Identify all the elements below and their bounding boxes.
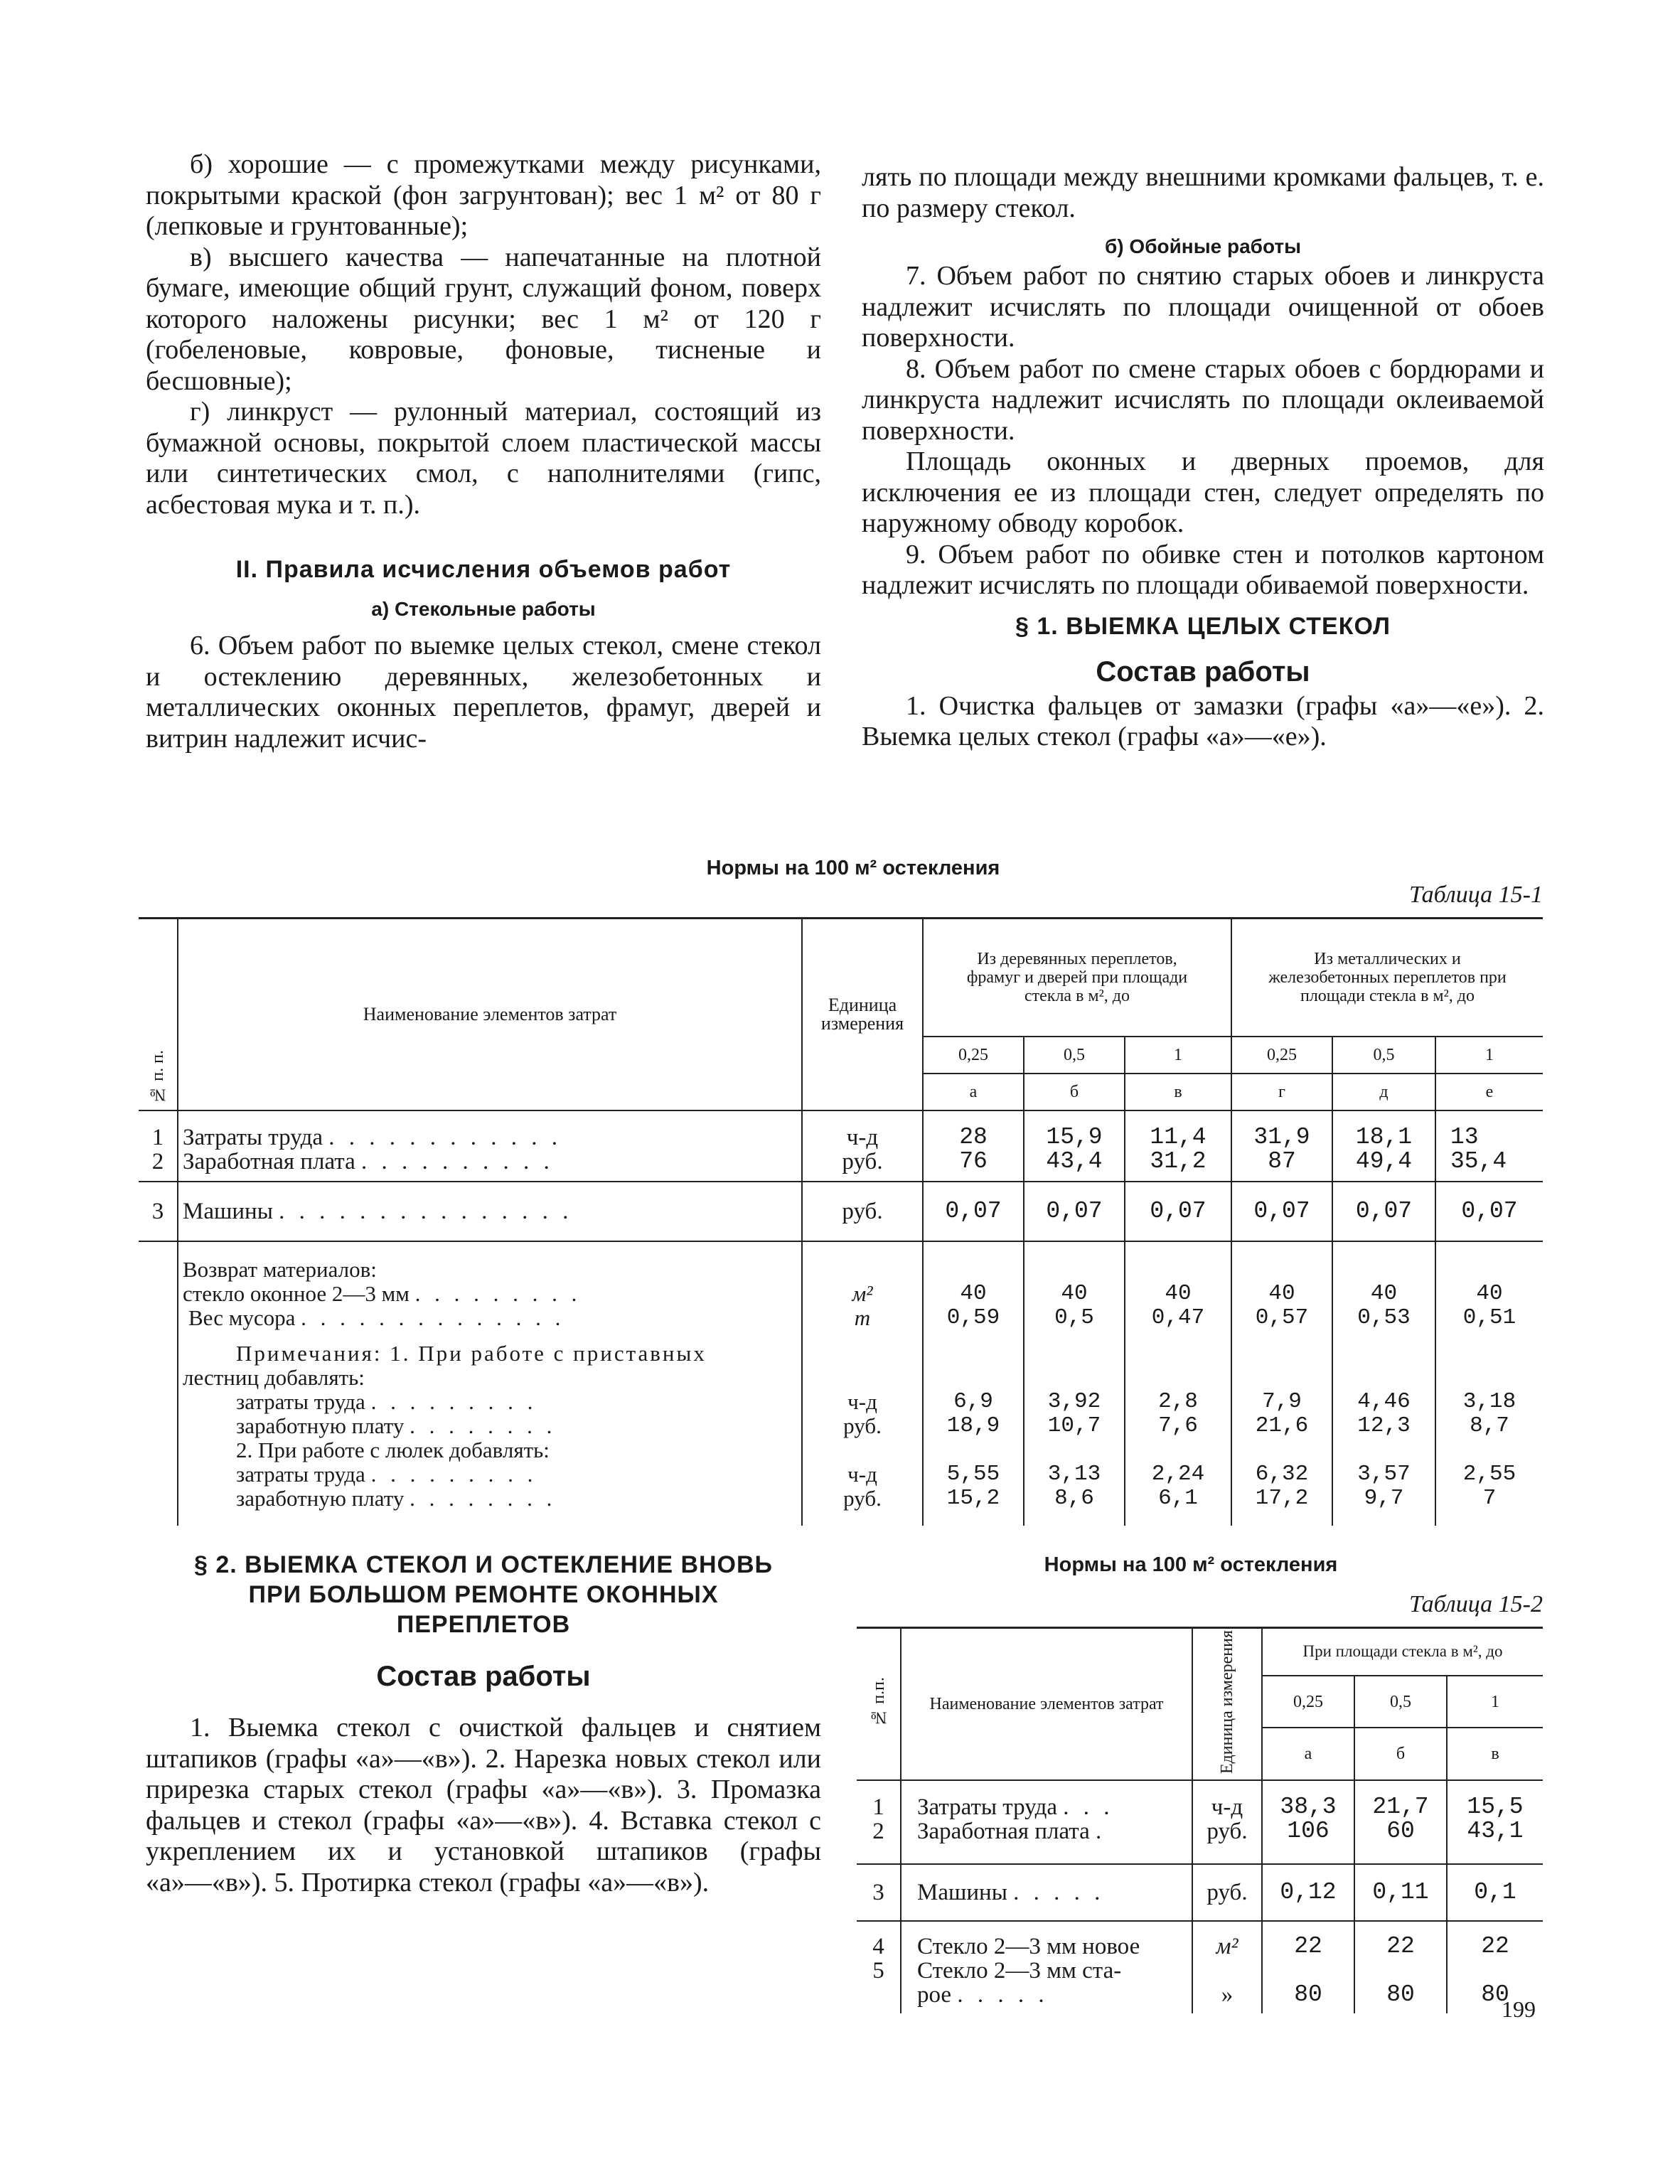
paragraph-7: 7. Объем работ по снятию старых обоев и линкруста надлежит исчислять по площади очищенной от обоев поверхности. (862, 261, 1544, 353)
section2-work-composition-text: 1. Выемка стекол с очисткой фальцев и снятием штапиков (графы «а»—«в»). 2. Нарезка новых стекол или прирезка старых стекол (графы «а»—«в»). 3. Промазка фальцев и стекол (графы «а»—«в»). 4. Вставка стекол с укреплением их и установкой штапиков (графы «а»—«в»). 5. Протирка стекол (графы «а»—«в»). (146, 1713, 821, 1897)
paragraph-9: 9. Объем работ по обивке стен и потолков картоном надлежит исчислять по площади обиваемой поверхности. (862, 539, 1544, 600)
table-15-1 (139, 919, 1543, 1526)
section2-work-composition-heading: Состав работы (376, 1661, 591, 1692)
table1-header-nn: № п. п. (139, 919, 178, 1110)
table-row: 3 Машины . . . . . . . . . . . . . . . руб. 0,07 0,07 0,07 0,07 0,07 0,07 (139, 1182, 1543, 1241)
table-row: Возврат материалов: стекло оконное 2—3 мм . . . . . . . . . Вес мусора . . . . . . . . . . . . . . Примечания: 1. При работе с приставных лестниц добавлять: затраты труда . . . . . . . . . заработную плату . . . . . . . . 2. При работе с люлек добавлять: затраты труда . . . . . . . . . заработную плату . . . . . . . . м² т ч-д руб. ч-д руб. 40 0,59 6,9 18,9 5,55 15,2 40 0,5 3,92 10,7 3,13 8,6 40 0,47 2,8 7,6 2,24 6,1 40 0,57 7,9 21,6 6,32 17,2 40 0,53 4,46 12,3 3,57 9,7 40 0,51 3,18 8,7 2,55 7 (139, 1241, 1543, 1526)
table-row: 1 2 Затраты труда . . . . . . . . . . . . Заработная плата . . . . . . . . . . ч-д руб. 28 76 15,9 43,4 11,4 31,2 31,9 87 18,1 49,4 13 35,4 (139, 1110, 1543, 1182)
table1-col-label: г (1231, 1074, 1332, 1110)
table2-header-nn: № п.п. (857, 1629, 901, 1780)
paragraph-6: 6. Объем работ по выемке целых стекол, смене стекол и остеклению деревянных, железобетонных и металлических оконных переплетов, фрамуг, дверей и витрин надлежит исчис- (146, 631, 821, 754)
paragraph-g: г) линкруст — рулонный материал, состоящий из бумажной основы, покрытой слоем пластической массы или синтетических смол, с наполнителями (гипс, асбестовая мука и т. п.). (146, 397, 821, 520)
table1-label: Таблица 15-1 (1409, 882, 1543, 908)
table2-header-name: Наименование элементов затрат (901, 1629, 1192, 1780)
section2-heading-line3: ПЕРЕПЛЕТОВ (396, 1611, 571, 1638)
table1-area: 0,5 (1332, 1037, 1435, 1074)
table2-col-label: в (1447, 1728, 1543, 1780)
table-row: 1 2 Затраты труда . . . Заработная плата . ч-д руб. 38,3 106 21,7 60 15,5 43,1 (857, 1780, 1543, 1864)
table2-header-area: При площади стекла в м², до (1262, 1629, 1543, 1676)
paragraph-v: в) высшего качества — напечатанные на плотной бумаге, имеющие общий грунт, служащий фоном, поверх которого наложены рисунки; вес 1 м² от 120 г (гобеленовые, ковровые, фоновые, тисненые и бесшовные); (146, 242, 821, 396)
table2-col-label: а (1262, 1728, 1354, 1780)
section-heading-rules: II. Правила исчисления объемов работ (235, 556, 732, 583)
left-column (146, 149, 821, 754)
work-composition-text: 1. Очистка фальцев от замазки (графы «а»—«е»). 2. Выемка целых стекол (графы «а»—«е»). (862, 690, 1544, 751)
table1-area: 1 (1435, 1037, 1543, 1074)
table1-col-label: е (1435, 1074, 1543, 1110)
table-row: 4 5 Стекло 2—3 мм новое Стекло 2—3 мм ста- рое . . . . . м² » 22 80 22 80 22 80 (857, 1921, 1543, 2013)
table1-header-metal: Из металлических и железобетонных переплетов при площади стекла в м², до (1231, 919, 1543, 1037)
table1-caption: Нормы на 100 м² остекления (706, 857, 1000, 879)
paragraph-8: 8. Объем работ по смене старых обоев с бордюрами и линкруста надлежит исчислять по площади оклеиваемой поверхности. (862, 353, 1544, 446)
table1-col-label: б (1024, 1074, 1125, 1110)
right-column (862, 162, 1544, 753)
table1-header-wood: Из деревянных переплетов, фрамуг и дверей при площади стекла в м², до (923, 919, 1231, 1037)
table2-area: 0,25 (1262, 1676, 1354, 1728)
table2-caption: Нормы на 100 м² остекления (1044, 1553, 1338, 1576)
subheading-glass-works: а) Стекольные работы (371, 598, 596, 620)
table2-area: 1 (1447, 1676, 1543, 1728)
section2-column (146, 1550, 821, 1898)
table-15-2 (857, 1629, 1543, 2013)
table1-area: 0,25 (1231, 1037, 1332, 1074)
table1-area: 0,25 (923, 1037, 1024, 1074)
paragraph-8b: Площадь оконных и дверных проемов, для исключения ее из площади стен, следует определять по наружному обводу коробок. (862, 446, 1544, 538)
paragraph-continuation: лять по площади между внешними кромками фальцев, т. е. по размеру стекол. (862, 162, 1544, 223)
table1-col-label: а (923, 1074, 1024, 1110)
table-row: 3 Машины . . . . . руб. 0,12 0,11 0,1 (857, 1864, 1543, 1921)
table2-col-label: б (1354, 1728, 1447, 1780)
section2-heading-line1: § 2. ВЫЕМКА СТЕКОЛ И ОСТЕКЛЕНИЕ ВНОВЬ (194, 1551, 773, 1578)
table2-header-unit: Единица измерения (1192, 1629, 1262, 1780)
table2-label: Таблица 15-2 (1409, 1591, 1543, 1617)
table1-header-name: Наименование элементов затрат (178, 919, 802, 1110)
page-number: 199 (1502, 1996, 1536, 2022)
table1-col-label: в (1125, 1074, 1231, 1110)
table1-header-unit: Единица измерения (802, 919, 923, 1110)
table1-area: 1 (1125, 1037, 1231, 1074)
paragraph-b: б) хорошие — с промежутками между рисунками, покрытыми краской (фон загрунтован); вес 1 м² от 80 г (лепковые и грунтованные); (146, 149, 821, 241)
table1-area: 0,5 (1024, 1037, 1125, 1074)
work-composition-heading: Состав работы (1096, 655, 1310, 687)
table1-col-label: д (1332, 1074, 1435, 1110)
section2-heading-line2: ПРИ БОЛЬШОМ РЕМОНТЕ ОКОННЫХ (248, 1581, 719, 1608)
table2-area: 0,5 (1354, 1676, 1447, 1728)
section-heading-1: § 1. ВЫЕМКА ЦЕЛЫХ СТЕКОЛ (1015, 612, 1391, 640)
subheading-wallpaper-works: б) Обойные работы (1105, 235, 1301, 257)
